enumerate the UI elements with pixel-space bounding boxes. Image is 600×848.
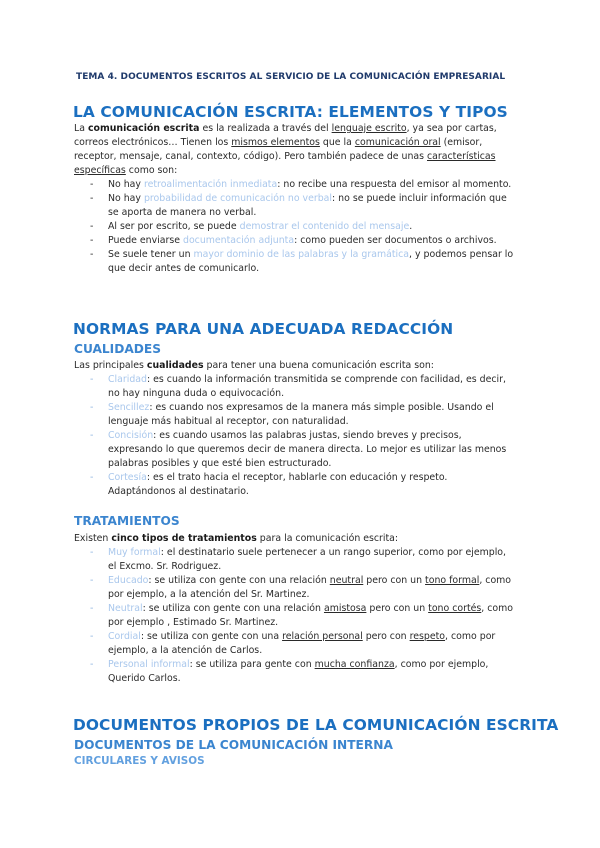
list-item: - Cordial: se utiliza con gente con una relación personal pero con respeto, como por ejemplo, a la atención de Carlos. bbox=[90, 631, 496, 656]
list-item: - Puede enviarse documentación adjunta: como pueden ser documentos o archivos. bbox=[90, 235, 497, 246]
tratamientos-paragraph: Existen cinco tipos de tratamientos para la comunicación escrita: bbox=[74, 533, 399, 544]
list-item: - Muy formal: el destinatario suele pertenecer a un rango superior, como por ejemplo, el Excmo. Sr. Rodriguez. bbox=[90, 547, 507, 572]
list-item: - Concisión: es cuando usamos las palabras justas, siendo breves y precisos, expresando lo que queremos decir de manera directa. Lo mejor es utilizar las menos palabras posibles y que esté bien estructurado. bbox=[90, 430, 507, 469]
section-title-comunicacion-escrita: LA COMUNICACIÓN ESCRITA: ELEMENTOS Y TIPOS bbox=[73, 103, 508, 121]
list-item: - Al ser por escrito, se puede demostrar el contenido del mensaje. bbox=[90, 221, 413, 232]
list-item: - Claridad: es cuando la información transmitida se comprende con facilidad, es decir, no hay ninguna duda o equivocación. bbox=[90, 374, 506, 399]
tratamientos-list bbox=[74, 546, 514, 686]
intro-paragraph: La comunicación escrita es la realizada a través del lenguaje escrito, ya sea por cartas, correos electrónicos… Tienen los mismos elementos que la comunicación oral (emisor, receptor, mensaje, canal, contexto, código). Pero también padece de unas características específicas como son: bbox=[74, 123, 497, 176]
characteristics-list bbox=[74, 178, 514, 276]
list-item: - Cortesía: es el trato hacia el receptor, hablarle con educación y respeto. Adaptándonos al destinatario. bbox=[90, 472, 448, 497]
section-title-documentos-propios: DOCUMENTOS PROPIOS DE LA COMUNICACIÓN ESCRITA bbox=[73, 716, 559, 734]
list-item: - Neutral: se utiliza con gente con una relación amistosa pero con un tono cortés, como por ejemplo , Estimado Sr. Martinez. bbox=[90, 603, 514, 628]
list-item: - Se suele tener un mayor dominio de las palabras y la gramática, y podemos pensar lo que decir antes de comunicarlo. bbox=[90, 249, 514, 274]
subsection-title-tratamientos: TRATAMIENTOS bbox=[74, 514, 180, 528]
list-item: - Educado: se utiliza con gente con una relación neutral pero con un tono formal, como por ejemplo, a la atención del Sr. Martinez. bbox=[90, 575, 512, 600]
subsubsection-title-circulares: CIRCULARES Y AVISOS bbox=[74, 755, 205, 767]
cualidades-paragraph: Las principales cualidades para tener una buena comunicación escrita son: bbox=[74, 360, 434, 371]
subsection-title-comunicacion-interna: DOCUMENTOS DE LA COMUNICACIÓN INTERNA bbox=[74, 738, 393, 752]
topic-heading: TEMA 4. DOCUMENTOS ESCRITOS AL SERVICIO DE LA COMUNICACIÓN EMPRESARIAL bbox=[76, 72, 506, 82]
list-item: - Sencillez: es cuando nos expresamos de la manera más simple posible. Usando el lenguaje más habitual al receptor, con naturalidad. bbox=[90, 402, 494, 427]
list-item: - Personal informal: se utiliza para gente con mucha confianza, como por ejemplo, Querido Carlos. bbox=[90, 659, 489, 684]
list-item: - No hay retroalimentación inmediata: no recibe una respuesta del emisor al momento. bbox=[90, 179, 512, 190]
list-item: - No hay probabilidad de comunicación no verbal: no se puede incluir información que se aporta de manera no verbal. bbox=[90, 193, 507, 218]
subsection-title-cualidades: CUALIDADES bbox=[74, 342, 161, 356]
cualidades-list bbox=[74, 373, 514, 499]
section-title-normas-redaccion: NORMAS PARA UNA ADECUADA REDACCIÓN bbox=[73, 320, 454, 338]
